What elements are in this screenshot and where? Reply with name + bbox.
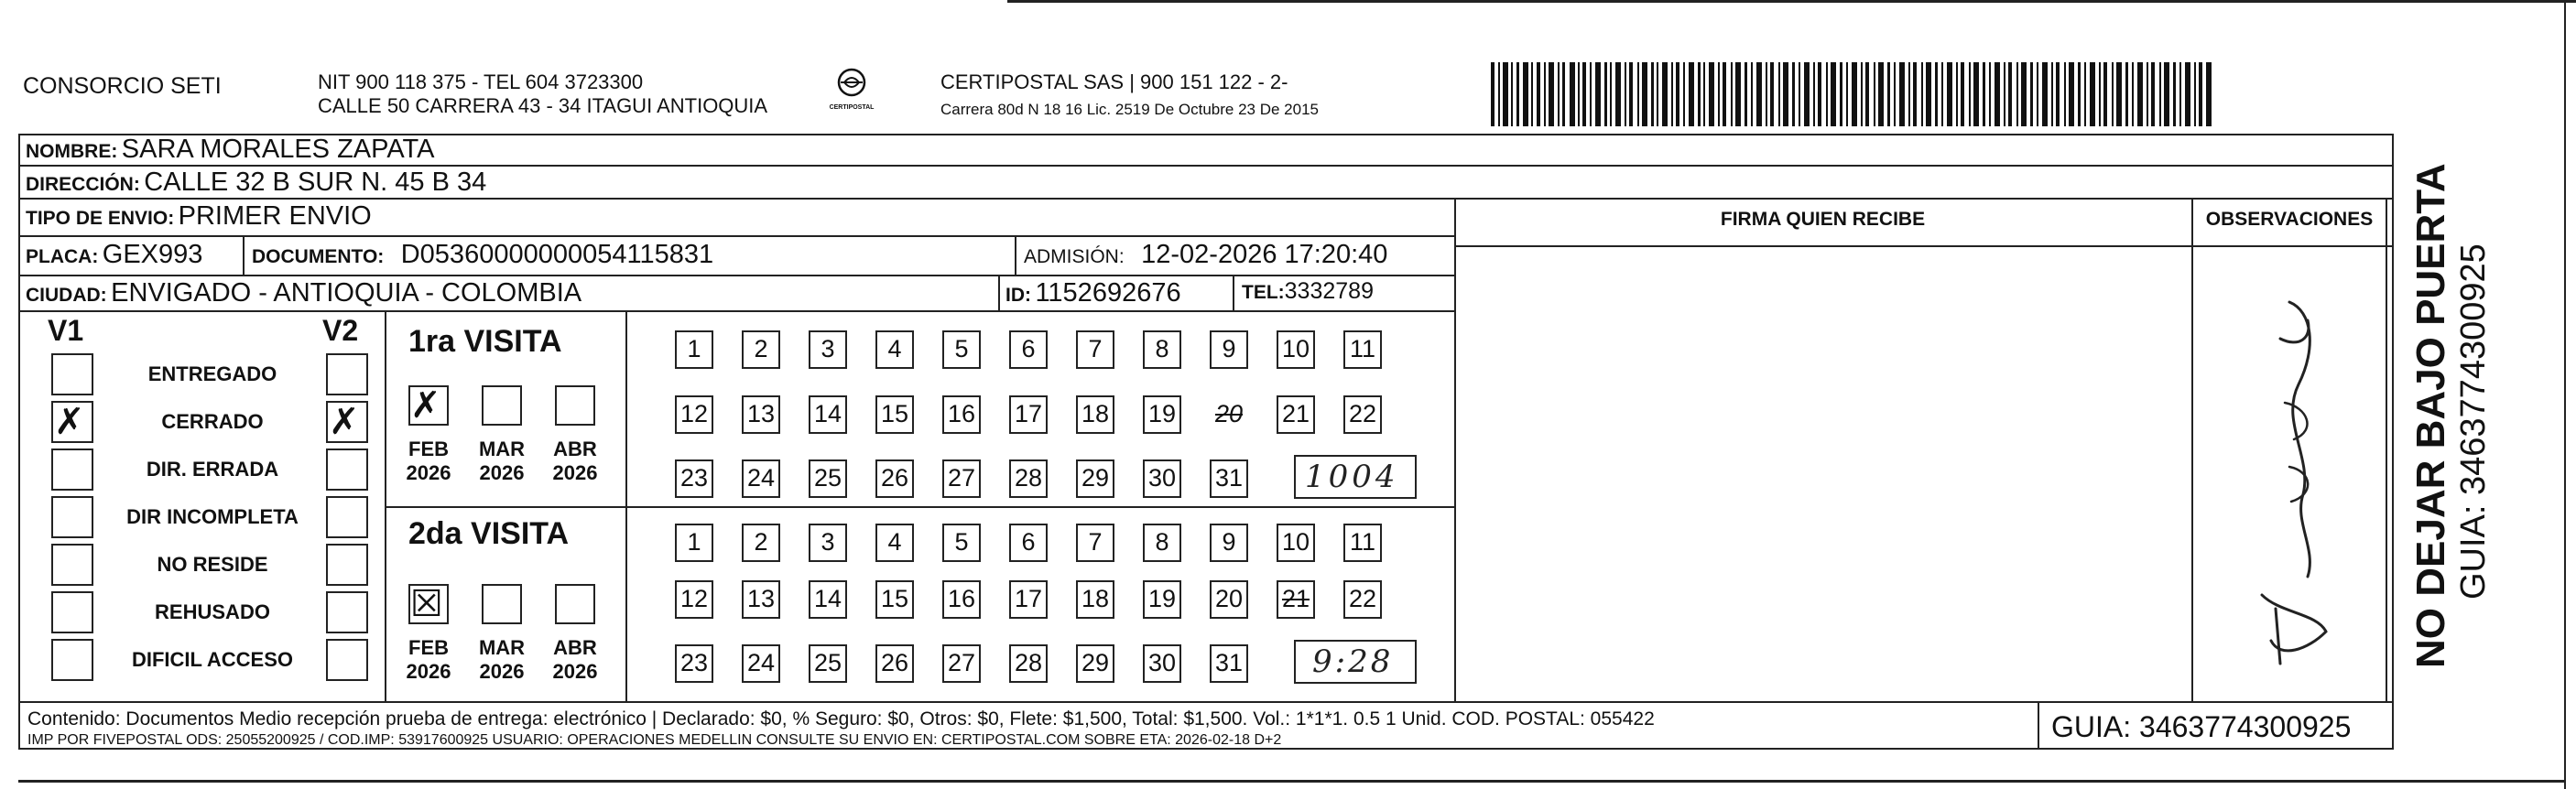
visit-2-day-marked[interactable]: 21 xyxy=(1277,580,1315,619)
footer-guia-divider xyxy=(2038,701,2039,750)
visit-1-day[interactable]: 15 xyxy=(875,395,914,434)
visit-2-day[interactable]: 23 xyxy=(675,644,713,683)
visit-1-day[interactable]: 9 xyxy=(1210,330,1248,369)
visit-1-day[interactable]: 4 xyxy=(875,330,914,369)
visit-2-day[interactable]: 28 xyxy=(1009,644,1048,683)
direccion-value: CALLE 32 B SUR N. 45 B 34 xyxy=(144,168,487,197)
firma-header: FIRMA QUIEN RECIBE xyxy=(1720,209,1926,230)
admision-divider xyxy=(1015,235,1016,275)
visit-1-month-feb: FEB 2026 xyxy=(406,438,451,484)
visit-mid-line xyxy=(385,506,1454,508)
top-border-line xyxy=(1007,0,2576,3)
tel-value: 3332789 xyxy=(1284,278,1374,304)
reason-no-reside: NO RESIDE xyxy=(157,553,268,576)
tipo-value: PRIMER ENVIO xyxy=(178,201,372,231)
visit-2-day[interactable]: 13 xyxy=(742,580,780,619)
id-label: ID: xyxy=(1005,285,1031,306)
nombre-value: SARA MORALES ZAPATA xyxy=(121,135,435,164)
documento-row xyxy=(252,240,713,270)
visit-2-day[interactable]: 10 xyxy=(1277,524,1315,562)
visit-2-month-feb-checkbox[interactable] xyxy=(408,584,449,624)
visit-2-day[interactable]: 6 xyxy=(1009,524,1048,562)
visit-2-day[interactable]: 2 xyxy=(742,524,780,562)
footer-content: Contenido: Documentos Medio recepción prueba de entrega: electrónico | Declarado: $0, % Seguro: $0, Otros: $0, Flete: $1,500, Total: $1,500. Vol.: 1*1*1. 0.5 1 Unid. COD. POSTAL: 055422 xyxy=(27,708,1655,730)
carrier-license: Carrera 80d N 18 16 Lic. 2519 De Octubre 23 De 2015 xyxy=(940,101,1319,118)
v2-checkbox-dificil-acceso[interactable] xyxy=(326,639,368,681)
tel-label: TEL: xyxy=(1242,282,1285,303)
visit-1-day[interactable]: 30 xyxy=(1143,459,1181,498)
certipostal-logo xyxy=(824,68,879,119)
visit-1-title: 1ra VISITA xyxy=(408,324,562,359)
visit-2-day[interactable]: 11 xyxy=(1343,524,1382,562)
visit-2-day[interactable]: 12 xyxy=(675,580,713,619)
visit-1-day[interactable]: 29 xyxy=(1076,459,1114,498)
visit-1-day[interactable]: 10 xyxy=(1277,330,1315,369)
obs-left-line xyxy=(2191,198,2193,701)
company-nit: NIT 900 118 375 - TEL 604 3723300 xyxy=(318,70,644,93)
tipo-label: TIPO DE ENVIO: xyxy=(26,208,175,229)
v2-checkbox-rehusado[interactable] xyxy=(326,591,368,633)
visit-1-month-abr: ABR 2026 xyxy=(552,438,598,484)
visit-1-day[interactable]: 27 xyxy=(942,459,981,498)
visit-1-day[interactable]: 25 xyxy=(809,459,847,498)
visit-2-day[interactable]: 7 xyxy=(1076,524,1114,562)
nombre-row xyxy=(26,135,434,165)
id-row xyxy=(1005,278,1181,308)
visit-2-day[interactable]: 31 xyxy=(1210,644,1248,683)
documento-label: DOCUMENTO: xyxy=(252,246,385,267)
reason-entregado: ENTREGADO xyxy=(147,362,277,385)
visit-2-day[interactable]: 19 xyxy=(1143,580,1181,619)
visit-1-day[interactable]: 6 xyxy=(1009,330,1048,369)
visit-1-day[interactable]: 19 xyxy=(1143,395,1181,434)
tel-row xyxy=(1242,278,1374,305)
v1-check-mark: ✗ xyxy=(54,401,85,443)
visit-2-month-mar: MAR 2026 xyxy=(478,636,526,683)
direccion-row xyxy=(26,168,486,198)
visit-2-day[interactable]: 5 xyxy=(942,524,981,562)
visit-1-day[interactable]: 22 xyxy=(1343,395,1382,434)
visit-2-day[interactable]: 9 xyxy=(1210,524,1248,562)
visit-1-day[interactable]: 23 xyxy=(675,459,713,498)
visit-1-day[interactable]: 17 xyxy=(1009,395,1048,434)
visit-2-day[interactable]: 4 xyxy=(875,524,914,562)
placa-value: GEX993 xyxy=(102,240,203,269)
visit-2-day[interactable]: 18 xyxy=(1076,580,1114,619)
v1-label: V1 xyxy=(48,314,84,347)
visit-1-day[interactable]: 3 xyxy=(809,330,847,369)
obs-right-line xyxy=(2386,198,2387,701)
visit-1-day[interactable]: 8 xyxy=(1143,330,1181,369)
visit-1-day[interactable]: 11 xyxy=(1343,330,1382,369)
ciudad-label: CIUDAD: xyxy=(26,285,107,306)
ciudad-row xyxy=(26,278,582,308)
nombre-label: NOMBRE: xyxy=(26,141,118,162)
visit-1-day[interactable]: 7 xyxy=(1076,330,1114,369)
visit-2-month-abr: ABR 2026 xyxy=(552,636,598,683)
visit-1-day[interactable]: 26 xyxy=(875,459,914,498)
row-line-2 xyxy=(18,198,2394,200)
v1-checkbox-dificil-acceso[interactable] xyxy=(51,639,93,681)
visit-1-day[interactable]: 12 xyxy=(675,395,713,434)
v1-checkbox-rehusado[interactable] xyxy=(51,591,93,633)
visit-2-day[interactable]: 27 xyxy=(942,644,981,683)
company-address: CALLE 50 CARRERA 43 - 34 ITAGUI ANTIOQUIA xyxy=(318,94,768,117)
visit-1-day[interactable]: 13 xyxy=(742,395,780,434)
visit-2-month-abr-checkbox[interactable] xyxy=(555,584,595,624)
visit-2-day[interactable]: 17 xyxy=(1009,580,1048,619)
right-edge-line xyxy=(2564,0,2566,789)
row-line-5 xyxy=(18,310,1454,312)
observaciones-header: OBSERVACIONES xyxy=(2205,209,2374,230)
company-name: CONSORCIO SETI xyxy=(23,73,222,99)
visit-1-day[interactable]: 31 xyxy=(1210,459,1248,498)
v2-check-mark: ✗ xyxy=(329,401,360,443)
visit-2-title: 2da VISITA xyxy=(408,516,570,551)
placa-row xyxy=(26,240,202,270)
row-line-3 xyxy=(18,235,1454,237)
visit-2-feb-mark: ☒ xyxy=(410,583,443,625)
reason-dir-incompleta: DIR INCOMPLETA xyxy=(126,505,299,528)
v2-checkbox-no-reside[interactable] xyxy=(326,544,368,586)
visit-1-month-mar-checkbox[interactable] xyxy=(482,385,522,426)
side-warning: NO DEJAR BAJO PUERTA xyxy=(2408,163,2453,668)
visit-1-time: 1004 xyxy=(1305,459,1399,495)
documento-value: D05360000000054115831 xyxy=(400,240,714,269)
reason-rehusado: REHUSADO xyxy=(155,600,270,623)
visit-1-day-marked[interactable]: 20 xyxy=(1210,395,1248,434)
visit-2-day[interactable]: 16 xyxy=(942,580,981,619)
handwritten-signature xyxy=(2225,247,2363,686)
admision-label: ADMISIÓN: xyxy=(1024,246,1125,267)
admision-row xyxy=(1024,240,1387,270)
v2-label: V2 xyxy=(322,314,359,347)
reason-dificil-acceso: DIFICIL ACCESO xyxy=(131,648,293,671)
barcode xyxy=(1491,62,2214,126)
visit-2-month-mar-checkbox[interactable] xyxy=(482,584,522,624)
v1-checkbox-dir-incompleta[interactable] xyxy=(51,496,93,538)
tipo-row xyxy=(26,201,372,232)
visit-2-day[interactable]: 14 xyxy=(809,580,847,619)
ciudad-value: ENVIGADO - ANTIOQUIA - COLOMBIA xyxy=(111,278,582,308)
v1-checkbox-cerrado[interactable] xyxy=(51,401,93,443)
visit-2-day[interactable]: 25 xyxy=(809,644,847,683)
placa-divider xyxy=(243,235,245,275)
id-value: 1152692676 xyxy=(1035,278,1181,308)
v1-checkbox-dir-errada[interactable] xyxy=(51,449,93,491)
firma-left-line xyxy=(1454,198,1456,701)
footer-imp: IMP POR FIVEPOSTAL ODS: 25055200925 / COD.IMP: 53917600925 USUARIO: OPERACIONES MEDELLIN CONSULTE SU ENVIO EN: CERTIPOSTAL.COM SOBRE ETA: 2026-02-18 D+2 xyxy=(27,732,1282,748)
placa-label: PLACA: xyxy=(26,246,99,267)
tel-divider xyxy=(1233,275,1234,310)
bottom-rule xyxy=(18,780,2564,783)
side-guia: GUIA: 3463774300925 xyxy=(2454,243,2493,600)
visit-1-day[interactable]: 14 xyxy=(809,395,847,434)
v1-checkbox-no-reside[interactable] xyxy=(51,544,93,586)
visit-1-day[interactable]: 28 xyxy=(1009,459,1048,498)
v2-checkbox-entregado[interactable] xyxy=(326,353,368,395)
visit-1-day[interactable]: 5 xyxy=(942,330,981,369)
logo-text: CERTIPOSTAL xyxy=(829,104,875,111)
reason-dir-errada: DIR. ERRADA xyxy=(146,458,279,481)
carrier-name: CERTIPOSTAL SAS | 900 151 122 - 2- xyxy=(940,70,1288,93)
visit-2-day[interactable]: 8 xyxy=(1143,524,1181,562)
visit-2-month-feb: FEB 2026 xyxy=(406,636,451,683)
direccion-label: DIRECCIÓN: xyxy=(26,174,140,195)
row-line-4 xyxy=(18,275,1454,276)
visit-2-day[interactable]: 30 xyxy=(1143,644,1181,683)
id-divider xyxy=(998,275,1000,310)
visit-1-day[interactable]: 16 xyxy=(942,395,981,434)
visit-1-day[interactable]: 2 xyxy=(742,330,780,369)
visit-1-day[interactable]: 1 xyxy=(675,330,713,369)
visit-1-day[interactable]: 24 xyxy=(742,459,780,498)
footer-guia: GUIA: 3463774300925 xyxy=(2051,710,2352,743)
v1-checkbox-entregado[interactable] xyxy=(51,353,93,395)
visit-2-day[interactable]: 1 xyxy=(675,524,713,562)
visit-2-day[interactable]: 26 xyxy=(875,644,914,683)
visit-2-day[interactable]: 20 xyxy=(1210,580,1248,619)
v2-checkbox-dir-errada[interactable] xyxy=(326,449,368,491)
visit-1-day[interactable]: 21 xyxy=(1277,395,1315,434)
reason-cerrado: CERRADO xyxy=(161,410,264,433)
visit-2-time-box[interactable] xyxy=(1294,640,1417,684)
visit-1-day[interactable]: 18 xyxy=(1076,395,1114,434)
visit-1-time-box[interactable] xyxy=(1294,455,1417,499)
visit-1-month-mar: MAR 2026 xyxy=(478,438,526,484)
visit-2-day[interactable]: 3 xyxy=(809,524,847,562)
visit-1-month-abr-checkbox[interactable] xyxy=(555,385,595,426)
visit-2-day[interactable]: 29 xyxy=(1076,644,1114,683)
visit-1-month-feb-checkbox[interactable] xyxy=(408,385,449,426)
visit-2-day[interactable]: 24 xyxy=(742,644,780,683)
visit-2-time: 9:28 xyxy=(1312,643,1394,680)
row-line-1 xyxy=(18,165,2394,167)
visit-2-day[interactable]: 15 xyxy=(875,580,914,619)
visit-2-day[interactable]: 22 xyxy=(1343,580,1382,619)
admision-value: 12-02-2026 17:20:40 xyxy=(1141,240,1388,269)
v2-checkbox-dir-incompleta[interactable] xyxy=(326,496,368,538)
v2-checkbox-cerrado[interactable] xyxy=(326,401,368,443)
visit-1-feb-mark: ✗ xyxy=(410,384,441,427)
